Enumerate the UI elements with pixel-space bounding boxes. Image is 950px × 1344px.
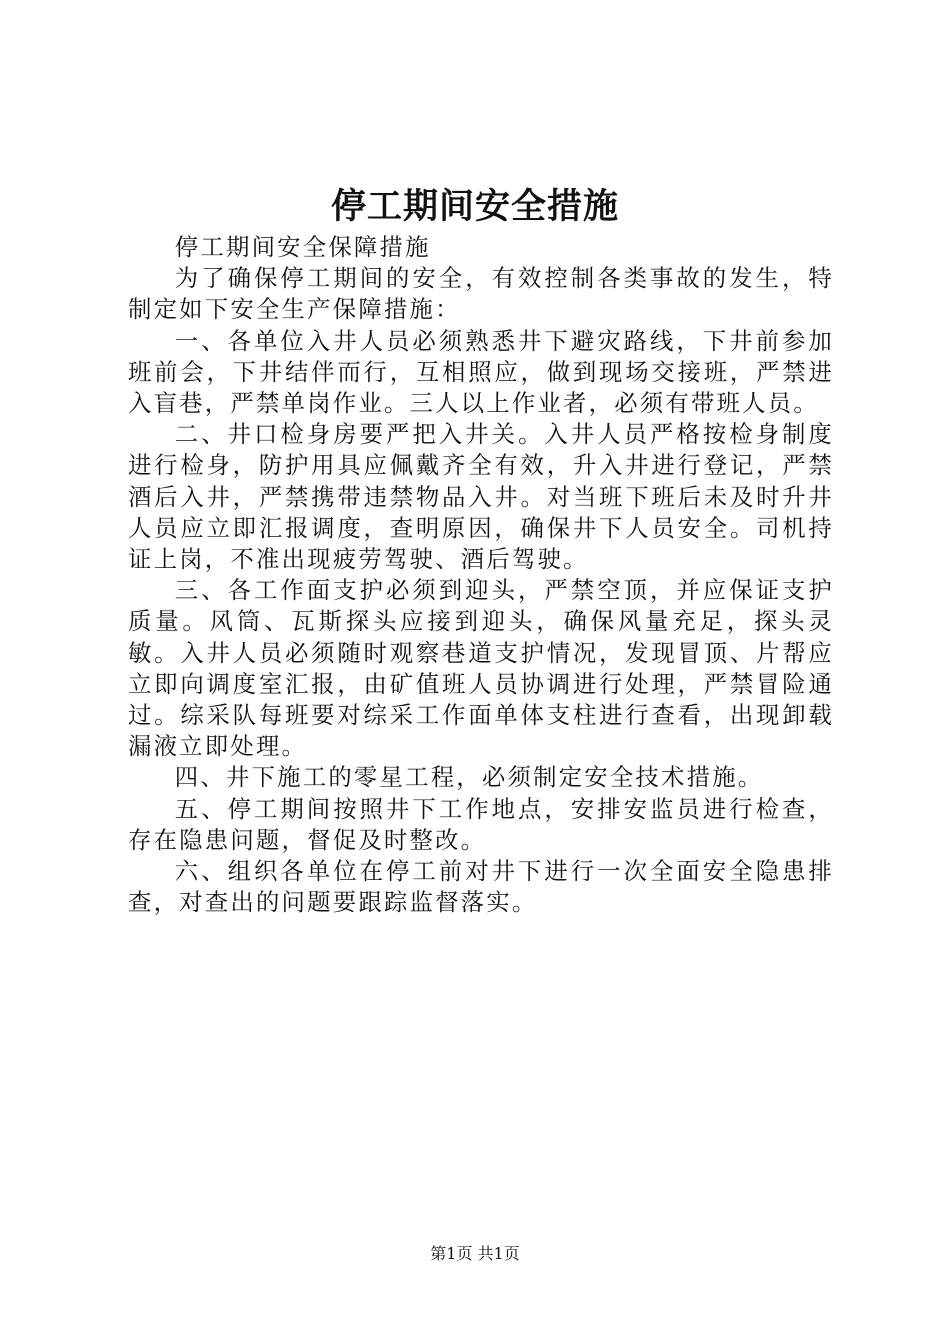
document-body <box>128 232 834 918</box>
paragraph-item-2: 二、井口检身房要严把入井关。入井人员严格按检身制度进行检身，防护用具应佩戴齐全有效，升入井进行登记，严禁酒后入井，严禁携带违禁物品入井。对当班下班后未及时升井人员应立即汇报调度，查明原因，确保井下人员安全。司机持证上岗，不准出现疲劳驾驶、酒后驾驶。 <box>128 420 834 574</box>
paragraph-item-4: 四、井下施工的零星工程，必须制定安全技术措施。 <box>174 763 764 792</box>
paragraph-item-6: 六、组织各单位在停工前对井下进行一次全面安全隐患排查，对查出的问题要跟踪监督落实。 <box>128 857 834 917</box>
paragraph-item-5: 五、停工期间按照井下工作地点，安排安监员进行检查，存在隐患问题，督促及时整改。 <box>128 794 834 854</box>
paragraph-intro: 为了确保停工期间的安全，有效控制各类事故的发生，特制定如下安全生产保障措施： <box>128 264 834 324</box>
paragraph-subtitle: 停工期间安全保障措施 <box>174 233 431 261</box>
document-title: 停工期间安全措施 <box>330 186 619 227</box>
paragraph-item-3: 三、各工作面支护必须到迎头，严禁空顶，并应保证支护质量。风筒、瓦斯探头应接到迎头，确保风量充足，探头灵敏。入井人员必须随时观察巷道支护情况，发现冒顶、片帮应立即向调度室汇报，由矿值班人员协调进行处理，严禁冒险通过。综采队每班要对综采工作面单体支柱进行查看，出现卸载漏液立即处理。 <box>128 576 834 761</box>
page-footer: 第1页 共1页 <box>430 1244 520 1263</box>
paragraph-item-1: 一、各单位入井人员必须熟悉井下避灾路线，下井前参加班前会，下井结伴而行，互相照应，做到现场交接班，严禁进入盲巷，严禁单岗作业。三人以上作业者，必须有带班人员。 <box>128 326 834 418</box>
